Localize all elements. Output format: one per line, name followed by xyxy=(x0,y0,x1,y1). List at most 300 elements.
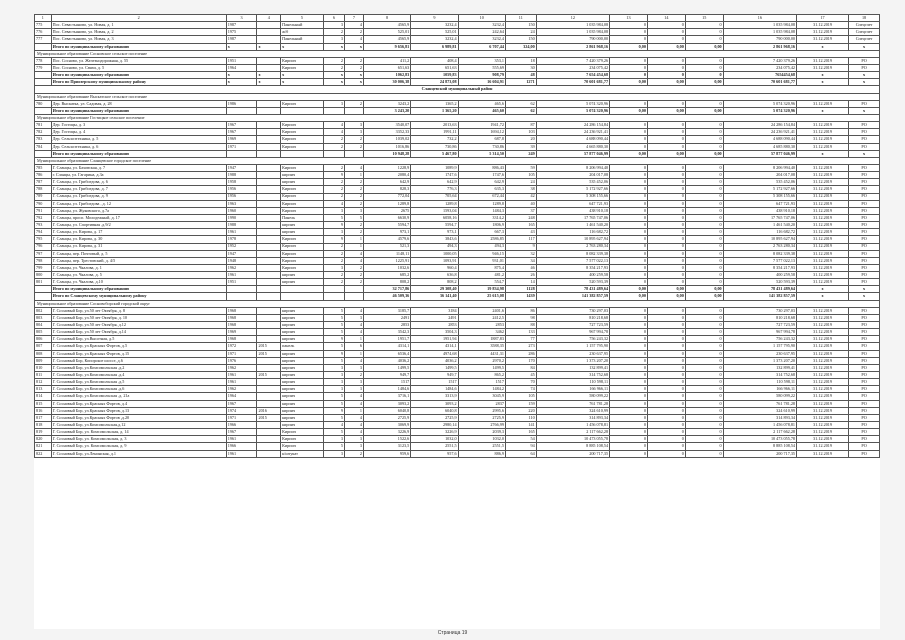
table-cell: 4 xyxy=(345,36,364,43)
table-cell: 973,1 xyxy=(363,229,410,236)
table-cell: 31.12.2019 xyxy=(797,264,849,271)
table-cell: 5 xyxy=(323,314,344,321)
section-title: Муниципальное образование Сланцевское городское поселение xyxy=(35,157,880,164)
table-cell: 0 xyxy=(610,179,648,186)
table-cell: 1000,05 xyxy=(411,250,458,257)
table-cell: 9 xyxy=(505,243,536,250)
table-cell: 9 xyxy=(323,222,344,229)
table-cell: 1365,2 xyxy=(411,100,458,107)
table-cell: 2 xyxy=(345,29,364,36)
table-cell: 31.12.2019 xyxy=(797,400,849,407)
table-cell: 353,1 xyxy=(458,57,505,64)
table-cell: 1952 xyxy=(226,243,257,250)
table-cell: 2401,6 xyxy=(458,307,505,314)
data-table xyxy=(34,14,880,458)
table-cell: 0 xyxy=(685,343,723,350)
table-cell: Кирпич xyxy=(281,250,324,257)
table-cell: 1 xyxy=(345,407,364,414)
table-cell: 18 xyxy=(849,15,880,22)
table-cell: 0,00 xyxy=(647,150,685,157)
table-cell: 1956 xyxy=(226,193,257,200)
table-cell: 7 420 379,26 xyxy=(536,57,609,64)
table-cell: кирпич xyxy=(281,307,324,314)
table-cell: х xyxy=(797,150,849,157)
table-cell: 1 xyxy=(345,172,364,179)
table-cell: 1016,86 xyxy=(363,143,410,150)
table-cell: Кирпич xyxy=(281,64,324,71)
table-cell: 798 xyxy=(35,257,52,264)
table-cell: 1975 xyxy=(226,29,257,36)
table-cell: 3 243,20 xyxy=(363,107,410,114)
table-row xyxy=(35,186,880,193)
table-cell: 242,64 xyxy=(458,29,505,36)
table-cell: 2 xyxy=(345,372,364,379)
table-cell xyxy=(257,314,281,321)
table-cell: 1089,9 xyxy=(411,164,458,171)
table-cell: 5 308 155,66 xyxy=(723,193,796,200)
table-cell: 314 752,68 xyxy=(723,372,796,379)
table-row xyxy=(35,143,880,150)
table-cell: 0,00 xyxy=(685,150,723,157)
table-cell: 0 xyxy=(685,407,723,414)
table-cell: 1969 xyxy=(226,329,257,336)
table-cell: 31.12.2019 xyxy=(797,207,849,214)
table-cell: 3069,9 xyxy=(363,422,410,429)
table-cell: кирпич xyxy=(281,222,324,229)
table-cell: 0 xyxy=(685,164,723,171)
table-cell: 62 xyxy=(505,107,536,114)
table-cell: 7654454,68 xyxy=(723,72,796,79)
table-cell: 0 xyxy=(647,429,685,436)
table-cell: 1093,91 xyxy=(411,257,458,264)
table-cell: 520 593,39 xyxy=(536,279,609,286)
table-cell: 59 xyxy=(505,164,536,171)
table-cell: 0 xyxy=(610,172,648,179)
table-cell: 1 035 984,08 xyxy=(536,22,609,29)
table-cell: 116 682,72 xyxy=(536,229,609,236)
table-cell: 9 xyxy=(323,172,344,179)
table-cell: РО xyxy=(849,172,880,179)
table-cell: Спецсчет xyxy=(849,22,880,29)
table-cell: 3588,35 xyxy=(458,343,505,350)
table-cell xyxy=(35,43,52,50)
table-cell: 220 xyxy=(505,407,536,414)
table-cell: кирпич xyxy=(281,229,324,236)
table-cell: 2 xyxy=(323,64,344,71)
table-cell: 2 xyxy=(323,243,344,250)
table-cell: х xyxy=(849,79,880,86)
table-cell: 0 xyxy=(647,164,685,171)
table-cell: 1039,02 xyxy=(363,136,410,143)
table-cell: 4 xyxy=(345,322,364,329)
table-cell: 74 xyxy=(505,386,536,393)
table-cell: 2 117 662,28 xyxy=(536,429,609,436)
table-cell: Кирпич xyxy=(281,193,324,200)
table-cell: 286 xyxy=(505,350,536,357)
table-cell: 31.12.2019 xyxy=(797,393,849,400)
table-cell: 1 xyxy=(35,15,52,22)
table-cell: 57 877 046,99 xyxy=(723,150,796,157)
table-cell: 1 365,20 xyxy=(411,107,458,114)
table-cell: 34 xyxy=(505,257,536,264)
table-cell: 0,00 xyxy=(647,43,685,50)
table-cell: 2980,14 xyxy=(411,422,458,429)
table-cell: 3 xyxy=(345,314,364,321)
table-cell: 31.12.2019 xyxy=(797,143,849,150)
table-cell: 580 099,22 xyxy=(536,393,609,400)
table-cell xyxy=(257,179,281,186)
table-cell: 78 431 489,64 xyxy=(536,286,609,293)
table-cell: 6040,8 xyxy=(363,407,410,414)
table-cell: 2970,2 xyxy=(458,357,505,364)
table-cell: 783 xyxy=(35,136,52,143)
table-row xyxy=(35,250,880,257)
table-cell: кирпич xyxy=(281,350,324,357)
table-cell: Г. Сланцы, ул. Грибоедова, д. 7 xyxy=(51,186,226,193)
table-cell xyxy=(257,386,281,393)
table-cell: 2853 xyxy=(363,322,410,329)
table-cell: 3185,7 xyxy=(363,307,410,314)
table-cell: 5 xyxy=(323,343,344,350)
table-cell: 730 297,03 xyxy=(723,307,796,314)
table-cell xyxy=(257,243,281,250)
table-cell: 803 xyxy=(35,314,52,321)
table-cell: 886,43 xyxy=(458,164,505,171)
table-cell: 94 xyxy=(505,443,536,450)
table-cell: 31.12.2019 xyxy=(797,422,849,429)
table-cell: 0 xyxy=(610,264,648,271)
table-cell xyxy=(35,150,52,157)
table-cell: 4 xyxy=(345,164,364,171)
table-cell: 1988 xyxy=(226,172,257,179)
table-cell: Г. Сланцы, ул. Чкалова, д. 5 xyxy=(51,272,226,279)
table-cell: 1 373 207,20 xyxy=(723,357,796,364)
table-cell: 1032,6 xyxy=(363,264,410,271)
table-cell: Кирпич xyxy=(281,236,324,243)
table-cell: 0 xyxy=(647,129,685,136)
table-cell: 705,64 xyxy=(411,193,458,200)
table-cell: кирпич xyxy=(281,357,324,364)
table-cell: к/штукат xyxy=(281,450,324,457)
table-cell: Кирпич xyxy=(281,100,324,107)
table-cell: 1966 xyxy=(226,422,257,429)
table-cell: 808,2 xyxy=(363,279,410,286)
table-cell: РО xyxy=(849,279,880,286)
table-cell: 4 xyxy=(345,357,364,364)
table-row xyxy=(35,400,880,407)
table-row xyxy=(35,243,880,250)
table-cell: 1968 xyxy=(226,314,257,321)
table-cell: 9 xyxy=(323,350,344,357)
table-cell: 0 xyxy=(647,443,685,450)
table-cell: 790 xyxy=(35,200,52,207)
table-cell: 4 xyxy=(345,422,364,429)
spreadsheet-page xyxy=(34,14,880,629)
table-cell xyxy=(257,122,281,129)
table-cell: 807 xyxy=(35,343,52,350)
table-cell: Г. Сланцы, ул. Спортивная ,д.9/2 xyxy=(51,222,226,229)
table-cell: 3 xyxy=(323,450,344,457)
table-cell: 6058,16 xyxy=(411,214,458,221)
table-cell: 0 xyxy=(610,57,648,64)
table-cell xyxy=(323,107,344,114)
table-cell: 7 577 022,13 xyxy=(536,257,609,264)
table-cell xyxy=(257,22,281,29)
table-cell: 1 035 984,08 xyxy=(723,29,796,36)
table-cell: РО xyxy=(849,386,880,393)
table-cell: 520 593,39 xyxy=(723,279,796,286)
table-cell: 5 074 320,96 xyxy=(536,100,609,107)
table-cell: 0 xyxy=(685,264,723,271)
table-cell: 777 xyxy=(35,36,52,43)
table-cell xyxy=(257,436,281,443)
table-cell: Кирпич xyxy=(281,200,324,207)
table-cell: 2725,9 xyxy=(458,414,505,421)
table-cell: 667,3 xyxy=(458,229,505,236)
subtotal-row xyxy=(35,79,880,86)
table-cell xyxy=(257,107,281,114)
table-cell: 0 xyxy=(685,393,723,400)
table-cell: 3 xyxy=(323,372,344,379)
table-cell: Г. Сосновый Бор, ул.Комсомольская ,д.2 xyxy=(51,364,226,371)
table-cell: 234 075,42 xyxy=(723,64,796,71)
table-cell: 0 xyxy=(685,122,723,129)
table-cell: Г. Сланцы, ул. Кирова, д. 30 xyxy=(51,236,226,243)
table-cell: 5 074 320,96 xyxy=(723,100,796,107)
table-cell: 1966 xyxy=(226,443,257,450)
table-cell: РО xyxy=(849,314,880,321)
table-cell: кирпич xyxy=(281,372,324,379)
table-cell: 0 xyxy=(610,279,648,286)
table-row xyxy=(35,443,880,450)
table-cell: 0 xyxy=(610,229,648,236)
table-cell: 3 xyxy=(345,207,364,214)
table-cell: 11 xyxy=(505,15,536,22)
table-cell: 400 259,58 xyxy=(723,272,796,279)
table-cell: 32 717,86 xyxy=(363,286,410,293)
table-cell: 0 xyxy=(685,22,723,29)
table-cell: 6 xyxy=(345,343,364,350)
table-cell: РО xyxy=(849,357,880,364)
table-cell: 791 xyxy=(35,207,52,214)
table-cell: 780 xyxy=(35,100,52,107)
table-cell: 0 xyxy=(647,186,685,193)
table-cell: 87 xyxy=(505,122,536,129)
table-cell: 4314,1 xyxy=(363,343,410,350)
table-cell: 3313,9 xyxy=(411,393,458,400)
table-cell: 2 xyxy=(345,264,364,271)
table-cell: 2675 xyxy=(363,207,410,214)
table-cell: 800 xyxy=(35,272,52,279)
table-cell: 31.12.2019 xyxy=(797,272,849,279)
table-cell: 0 xyxy=(647,222,685,229)
table-cell: 0 xyxy=(647,279,685,286)
table-cell: 25 615,08 xyxy=(458,293,505,300)
table-cell: 0 xyxy=(685,372,723,379)
table-cell: 2 763 280,34 xyxy=(723,243,796,250)
table-cell: 2 xyxy=(345,279,364,286)
table-cell: 1961 xyxy=(226,272,257,279)
table-cell: 5 xyxy=(323,400,344,407)
table-cell: 0 xyxy=(610,243,648,250)
table-cell: 1961 xyxy=(226,229,257,236)
column-number-row xyxy=(35,15,880,22)
table-cell: Пос. Сосново, ул. Железнодорожная, д. 55 xyxy=(51,57,226,64)
table-cell: 0 xyxy=(647,250,685,257)
table-cell: 0 xyxy=(685,186,723,193)
table-cell: 0 xyxy=(610,429,648,436)
table-cell: 1987 xyxy=(226,22,257,29)
municipality-heading-row xyxy=(35,114,880,121)
table-cell: кирпич xyxy=(281,172,324,179)
table-cell xyxy=(257,322,281,329)
table-cell: 86 xyxy=(505,307,536,314)
table-cell: 0 xyxy=(610,443,648,450)
table-cell: 3232,4 xyxy=(411,36,458,43)
table-cell: 5 xyxy=(323,214,344,221)
table-cell: 1967 xyxy=(226,400,257,407)
table-cell: х xyxy=(226,79,257,86)
table-cell: 6536,4 xyxy=(363,350,410,357)
table-cell: 1987 xyxy=(226,36,257,43)
table-cell: 14 xyxy=(505,279,536,286)
table-cell: 20 xyxy=(505,136,536,143)
table-cell: Пос. Севастьяново, ул. Новая, д. 1 xyxy=(51,22,226,29)
table-cell: 4 xyxy=(323,122,344,129)
table-cell xyxy=(323,286,344,293)
table-cell xyxy=(257,264,281,271)
table-cell: 2 xyxy=(323,279,344,286)
table-cell: 555,69 xyxy=(458,64,505,71)
table-cell: 5 xyxy=(323,393,344,400)
table-cell: 481,2 xyxy=(458,272,505,279)
table-cell: 2 xyxy=(323,272,344,279)
table-cell: 790 000,00 xyxy=(723,36,796,43)
table-cell: 0 xyxy=(647,193,685,200)
table-cell: 0 xyxy=(647,350,685,357)
table-cell: 3232,4 xyxy=(458,36,505,43)
table-cell: Кирпич xyxy=(281,243,324,250)
table-cell: 1947 xyxy=(226,164,257,171)
table-cell: 494,3 xyxy=(458,243,505,250)
table-cell: 2412,5 xyxy=(458,314,505,321)
table-cell xyxy=(257,64,281,71)
table-row xyxy=(35,364,880,371)
table-cell: 2 xyxy=(323,57,344,64)
table-cell: 0 xyxy=(647,200,685,207)
table-cell: 3226,9 xyxy=(363,429,410,436)
table-row xyxy=(35,57,880,64)
table-cell xyxy=(226,286,257,293)
table-cell xyxy=(257,250,281,257)
section-title: Муниципальное образование Сосновское сельское поселение xyxy=(35,50,880,57)
table-cell: 3843,6 xyxy=(411,236,458,243)
table-cell: 31.12.2019 xyxy=(797,22,849,29)
table-row xyxy=(35,343,880,350)
table-row xyxy=(35,372,880,379)
table-cell: 0 xyxy=(610,364,648,371)
table-cell: Итого по муниципальному образованию xyxy=(51,107,226,114)
table-cell: 0 xyxy=(685,336,723,343)
table-cell: 3 xyxy=(345,436,364,443)
table-cell: 31.12.2019 xyxy=(797,364,849,371)
table-cell: 0 xyxy=(647,136,685,143)
table-cell: 3 xyxy=(226,15,257,22)
table-cell: 0 xyxy=(610,250,648,257)
table-cell xyxy=(257,357,281,364)
table-cell: 1499,5 xyxy=(363,364,410,371)
table-cell: Кирпич xyxy=(281,186,324,193)
table-cell: 31.12.2019 xyxy=(797,443,849,450)
table-cell: 5 xyxy=(323,329,344,336)
table-cell: Итого по муниципальному образованию xyxy=(51,43,226,50)
table-cell: 141 xyxy=(505,422,536,429)
table-cell: 3540,07 xyxy=(363,122,410,129)
table-cell: 1951 xyxy=(226,279,257,286)
table-cell: 1484,6 xyxy=(411,386,458,393)
table-cell: 3 xyxy=(345,443,364,450)
table-cell: 0,00 xyxy=(610,107,648,114)
table-cell: 0 xyxy=(685,236,723,243)
table-row xyxy=(35,122,880,129)
table-cell: 0 xyxy=(685,414,723,421)
table-cell: 4 685 880,30 xyxy=(723,143,796,150)
table-cell: 3045,9 xyxy=(458,393,505,400)
table-cell: 908,79 xyxy=(458,72,505,79)
table-cell: 0 xyxy=(647,314,685,321)
table-cell: 110 xyxy=(505,414,536,421)
table-cell: кирпич xyxy=(281,400,324,407)
table-cell xyxy=(257,443,281,450)
table-row xyxy=(35,329,880,336)
table-row xyxy=(35,393,880,400)
table-cell: 730,86 xyxy=(458,143,505,150)
table-cell: 31.12.2019 xyxy=(797,350,849,357)
table-cell: 5 xyxy=(323,443,344,450)
table-cell: 1 373 207,20 xyxy=(536,357,609,364)
table-cell: 4 xyxy=(323,422,344,429)
table-cell: 31.12.2019 xyxy=(797,129,849,136)
table-cell: 642,9 xyxy=(458,179,505,186)
table-cell: Дер. Гостицы, д. 4 xyxy=(51,129,226,136)
table-cell xyxy=(257,207,281,214)
table-cell: 0 xyxy=(610,343,648,350)
table-cell: 3 xyxy=(345,379,364,386)
table-cell: 0 xyxy=(685,72,723,79)
table-cell: 8 354 217,93 xyxy=(536,264,609,271)
table-cell: 2551,5 xyxy=(458,443,505,450)
table-row xyxy=(35,207,880,214)
table-row xyxy=(35,436,880,443)
table-row xyxy=(35,257,880,264)
table-cell: 0 xyxy=(647,364,685,371)
table-cell: 30 xyxy=(505,64,536,71)
table-cell: 790 000,00 xyxy=(536,36,609,43)
table-cell: 0 xyxy=(685,143,723,150)
table-cell: 0 xyxy=(610,122,648,129)
table-cell: Итого по Приозерскому муниципальному району xyxy=(51,79,226,86)
table-cell xyxy=(257,214,281,221)
table-cell: 2 xyxy=(323,250,344,257)
table-cell: 98 xyxy=(505,314,536,321)
table-cell: 0 xyxy=(647,214,685,221)
table-cell: Кирпич xyxy=(281,57,324,64)
table-cell xyxy=(257,143,281,150)
table-row xyxy=(35,136,880,143)
table-cell: 5 314,50 xyxy=(458,150,505,157)
table-cell: Г. Сланцы, ул. Жуковского, д.7а xyxy=(51,207,226,214)
table-cell: РО xyxy=(849,443,880,450)
